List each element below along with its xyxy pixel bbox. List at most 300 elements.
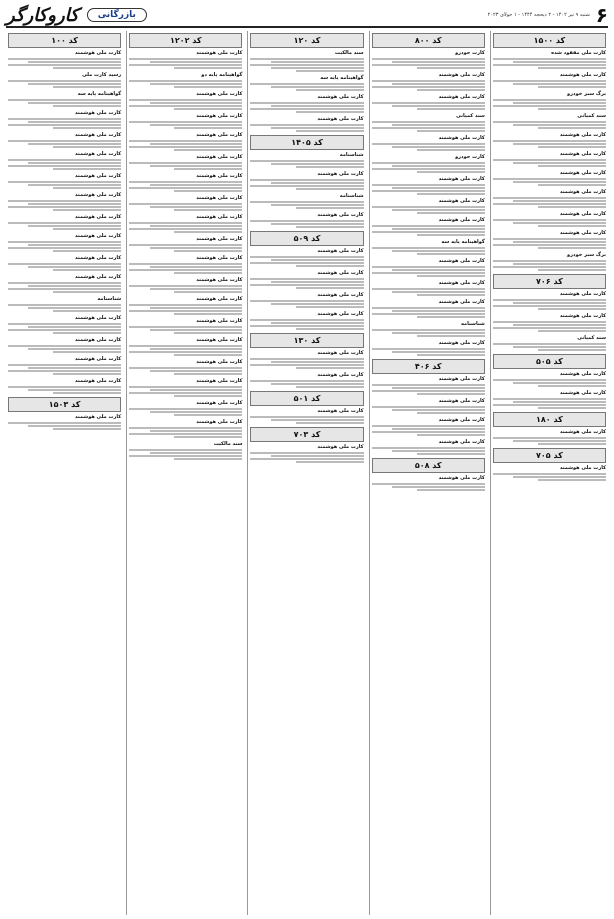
ad-text-line [150, 102, 243, 104]
ad-text-line [150, 61, 243, 63]
ad-text-line [250, 364, 363, 366]
ad-text-line [372, 384, 485, 386]
ad-text-line [372, 225, 485, 227]
ad-text-line [174, 127, 242, 129]
ad-text-line [28, 389, 121, 391]
ad-text-line [392, 387, 485, 389]
ad-text-line [538, 184, 606, 186]
classified-ad [8, 110, 121, 129]
ad-text-line [174, 190, 242, 192]
ad-text-line [372, 64, 485, 66]
ad-text-line [8, 99, 121, 101]
classified-ad [250, 350, 363, 369]
ad-text-line [417, 412, 485, 414]
ad-text-line [129, 433, 242, 435]
ad-text-line [129, 285, 242, 287]
ad-text-line [129, 310, 242, 312]
ad-column [247, 31, 365, 915]
ad-text-line [150, 206, 243, 208]
ad-title: کارت خودرو [455, 50, 485, 56]
ad-text-line [538, 146, 606, 148]
ad-text-line [392, 428, 485, 430]
ad-text-line [129, 181, 242, 183]
ad-title: سند مالکیت [213, 441, 243, 447]
classified-ad [129, 378, 242, 397]
ad-text-line [150, 452, 243, 454]
ad-text-line [53, 269, 121, 271]
code-header: کد ۷۰۳ [250, 427, 363, 442]
code-header: کد ۷۰۶ [493, 274, 606, 289]
code-header: کد ۱۲۰ [250, 33, 363, 48]
ad-text-line [372, 190, 485, 192]
ad-text-line [53, 168, 121, 170]
ad-text-line [8, 304, 121, 306]
ad-text-line [53, 351, 121, 353]
ad-title: کارت ملی هوشمند [438, 417, 485, 423]
ad-title: کارت ملی هوشمند [75, 356, 122, 362]
classified-ad [8, 337, 121, 353]
ad-text-line [8, 165, 121, 167]
ad-text-line [8, 181, 121, 183]
ad-text-line [129, 64, 242, 66]
ad-text-line [271, 127, 364, 129]
ad-text-line [493, 178, 606, 180]
ad-text-line [129, 244, 242, 246]
ad-title: کارت ملی هوشمند [317, 292, 364, 298]
ad-text-line [250, 185, 363, 187]
ad-title: شناسنامه [460, 321, 485, 327]
classified-ad [372, 113, 485, 132]
ad-text-line [28, 102, 121, 104]
ad-text-line [28, 162, 121, 164]
ad-text-line [150, 225, 243, 227]
ad-text-line [372, 86, 485, 88]
ad-text-line [8, 58, 121, 60]
ad-text-line [8, 422, 121, 424]
ad-title: برگ سبز خودرو [567, 91, 606, 97]
ad-text-line [53, 86, 121, 88]
ad-text-line [53, 250, 121, 252]
ad-text-line [250, 102, 363, 104]
ad-title: کارت ملی هوشمند [559, 313, 606, 319]
ad-title: کارت ملی هوشمند [196, 255, 243, 261]
ad-title: برگ سبز خودرو [567, 252, 606, 258]
classified-ad [129, 214, 242, 233]
ad-text-line [129, 386, 242, 388]
ad-text-line [271, 86, 364, 88]
ad-text-line [538, 127, 606, 129]
ad-text-line [296, 386, 364, 388]
ad-text-line [129, 326, 242, 328]
ad-title: کارت ملی هوشمند [317, 311, 364, 317]
ad-column [369, 31, 487, 915]
ad-text-line [8, 288, 121, 290]
ad-text-line [493, 219, 606, 221]
ad-text-line [174, 414, 242, 416]
classified-ad [129, 359, 242, 375]
ad-text-line [271, 105, 364, 107]
ad-text-line [493, 305, 606, 307]
classified-ad [372, 50, 485, 69]
classified-ad [129, 400, 242, 416]
ad-text-line [250, 64, 363, 66]
classified-ad [250, 444, 363, 463]
ad-text-line [271, 361, 364, 363]
ad-text-line [150, 143, 243, 145]
ad-text-line [28, 225, 121, 227]
classified-ad [129, 277, 242, 293]
ad-text-line [174, 250, 242, 252]
ad-text-line [417, 275, 485, 277]
code-header: کد ۱۲۰۲ [129, 33, 242, 48]
ad-text-line [417, 453, 485, 455]
classified-ad [8, 356, 121, 375]
classified-ad [8, 173, 121, 189]
ad-text-line [417, 193, 485, 195]
classified-ad [129, 296, 242, 315]
ad-title: کارت ملی هوشمند [559, 170, 606, 176]
section-logo: بازرگانی [87, 8, 147, 22]
ad-text-line [250, 256, 363, 258]
classified-ad [493, 429, 606, 445]
ad-text-line [250, 452, 363, 454]
ad-text-line [28, 367, 121, 369]
ad-text-line [513, 102, 606, 104]
ad-text-line [372, 272, 485, 274]
classified-ad [250, 193, 363, 209]
classified-ad [493, 371, 606, 387]
ad-text-line [129, 345, 242, 347]
ad-text-line [129, 140, 242, 142]
ad-text-line [538, 443, 606, 445]
ad-text-line [296, 265, 364, 267]
classified-ad [250, 248, 363, 267]
classified-ad [8, 414, 121, 430]
ad-text-line [513, 401, 606, 403]
ad-text-line [28, 307, 121, 309]
ad-text-line [296, 166, 364, 168]
ad-text-line [129, 58, 242, 60]
ad-text-line [271, 322, 364, 324]
ad-text-line [150, 307, 243, 309]
ad-text-line [372, 247, 485, 249]
ad-text-line [129, 455, 242, 457]
classified-ad [372, 280, 485, 296]
ad-text-line [129, 222, 242, 224]
ad-text-line [417, 171, 485, 173]
ad-text-line [250, 300, 363, 302]
ad-text-line [296, 461, 364, 463]
ad-text-line [53, 428, 121, 430]
ad-text-line [513, 143, 606, 145]
classified-ad [8, 233, 121, 252]
ad-text-line [8, 124, 121, 126]
ad-title: کارت ملی هوشمند [196, 236, 243, 242]
ad-text-line [150, 430, 243, 432]
ad-text-line [493, 379, 606, 381]
ad-text-line [53, 67, 121, 69]
ad-title: کارت ملی هوشمند [75, 214, 122, 220]
classified-ad [372, 475, 485, 491]
ad-title: کارت ملی هوشمند [438, 376, 485, 382]
ad-text-line [28, 285, 121, 287]
ad-text-line [250, 108, 363, 110]
ad-text-line [513, 302, 606, 304]
ad-text-line [392, 61, 485, 63]
ad-text-line [392, 486, 485, 488]
classified-ad [129, 441, 242, 460]
ad-text-line [513, 83, 606, 85]
ad-title: کارت ملی هوشمند [75, 315, 122, 321]
classified-ad [250, 171, 363, 190]
classified-ad [372, 417, 485, 436]
ad-text-line [417, 212, 485, 214]
ad-text-line [296, 287, 364, 289]
ad-title: کارت ملی هوشمند [559, 151, 606, 157]
ad-text-line [538, 479, 606, 481]
ad-text-line [250, 319, 363, 321]
code-header: کد ۱۰۰ [8, 33, 121, 48]
page-number: ۶ [595, 3, 608, 27]
ad-title: کارت ملی هوشمند [559, 291, 606, 297]
ad-text-line [174, 458, 242, 460]
ad-title: کارت ملی هوشمند [196, 296, 243, 302]
ad-title: رسید کارت ملی [82, 72, 122, 78]
classified-ad [129, 255, 242, 274]
ad-title: سند کمپانی [577, 335, 606, 341]
ad-text-line [493, 140, 606, 142]
ad-text-line [174, 436, 242, 438]
ad-title: کارت ملی هوشمند [559, 132, 606, 138]
ad-title: گواهینامه پایه سه [320, 75, 364, 81]
ad-text-line [417, 253, 485, 255]
ad-title: کارت ملی هوشمند [75, 233, 122, 239]
ad-text-line [538, 247, 606, 249]
ad-text-line [372, 425, 485, 427]
ad-title: کارت ملی هوشمند [317, 212, 364, 218]
ad-text-line [513, 124, 606, 126]
ad-text-line [250, 83, 363, 85]
ad-text-line [174, 291, 242, 293]
ad-text-line [250, 124, 363, 126]
ad-text-line [150, 370, 243, 372]
ad-text-line [8, 263, 121, 265]
classified-ad [372, 299, 485, 318]
ad-text-line [538, 349, 606, 351]
ad-title: کارت ملی هوشمند [317, 372, 364, 378]
ad-text-line [493, 99, 606, 101]
ad-title: شناسنامه [339, 193, 364, 199]
ad-text-line [174, 86, 242, 88]
ad-text-line [513, 241, 606, 243]
ad-title: کارت ملی هوشمند [196, 50, 243, 56]
classified-ad [493, 91, 606, 110]
ad-text-line [372, 447, 485, 449]
classified-ad [372, 439, 485, 455]
ad-text-line [8, 329, 121, 331]
ad-text-line [250, 201, 363, 203]
classified-ad [493, 189, 606, 208]
ad-text-line [53, 209, 121, 211]
ad-text-line [493, 321, 606, 323]
ad-title: کارت ملی هوشمند [438, 94, 485, 100]
ad-text-line [417, 434, 485, 436]
ad-title: کارت ملی هوشمند [317, 350, 364, 356]
ad-title: کارت ملی هوشمند [196, 318, 243, 324]
ad-title: کارت ملی هوشمند [559, 211, 606, 217]
ad-text-line [129, 121, 242, 123]
code-header: کد ۵۰۱ [250, 391, 363, 406]
ad-text-line [250, 58, 363, 60]
classified-ad [372, 239, 485, 255]
ad-title: کارت ملی مفقود شده [551, 50, 606, 56]
ad-text-line [538, 86, 606, 88]
ad-text-line [513, 200, 606, 202]
ad-text-line [174, 209, 242, 211]
ad-text-line [513, 476, 606, 478]
ad-title: کارت ملی هوشمند [317, 270, 364, 276]
ad-title: سند مالکیت [334, 50, 364, 56]
classified-ad [250, 408, 363, 424]
ad-text-line [296, 70, 364, 72]
classified-ad [8, 255, 121, 271]
ad-text-line [417, 67, 485, 69]
ad-text-line [250, 458, 363, 460]
classified-ad [250, 212, 363, 228]
ad-text-line [493, 58, 606, 60]
ad-text-line [271, 223, 364, 225]
ad-text-line [150, 329, 243, 331]
ad-text-line [513, 61, 606, 63]
ad-title: کارت ملی هوشمند [75, 378, 122, 384]
ad-text-line [372, 102, 485, 104]
classified-ad [493, 313, 606, 332]
ad-title: سند کمپانی [456, 113, 485, 119]
ad-text-line [28, 121, 121, 123]
classified-ad [493, 390, 606, 409]
classified-ad [129, 173, 242, 192]
code-header: کد ۴۰۶ [372, 359, 485, 374]
ad-title: کارت ملی هوشمند [438, 258, 485, 264]
ad-title: کارت ملی هوشمند [438, 176, 485, 182]
ad-text-line [493, 244, 606, 246]
ad-text-line [372, 121, 485, 123]
ad-text-line [129, 269, 242, 271]
ad-text-line [129, 427, 242, 429]
ad-text-line [392, 291, 485, 293]
ad-text-line [250, 284, 363, 286]
ad-text-line [174, 272, 242, 274]
ad-text-line [493, 80, 606, 82]
classified-ad [372, 376, 485, 395]
ad-text-line [129, 351, 242, 353]
ad-text-line [150, 83, 243, 85]
section-brand: کاروکارگر [6, 4, 79, 26]
classified-ad [372, 135, 485, 151]
ad-text-line [53, 228, 121, 230]
classified-ad [129, 154, 242, 170]
ad-text-line [271, 163, 364, 165]
classified-ad [493, 151, 606, 167]
ad-title: کارت ملی هوشمند [196, 91, 243, 97]
ad-text-line [417, 294, 485, 296]
ad-text-line [417, 89, 485, 91]
ad-text-line [493, 404, 606, 406]
classified-ad [493, 230, 606, 249]
ad-title: کارت ملی هوشمند [75, 50, 122, 56]
ad-text-line [8, 323, 121, 325]
ad-text-line [8, 200, 121, 202]
ad-text-line [296, 422, 364, 424]
ad-text-line [392, 146, 485, 148]
ad-text-line [53, 187, 121, 189]
ad-text-line [8, 386, 121, 388]
ad-title: کارت ملی هوشمند [438, 340, 485, 346]
ad-text-line [8, 206, 121, 208]
ad-title: کارت ملی هوشمند [75, 173, 122, 179]
classified-ad [250, 372, 363, 388]
ad-text-line [174, 168, 242, 170]
ad-text-line [28, 326, 121, 328]
ad-title: کارت ملی هوشمند [196, 132, 243, 138]
ad-text-line [250, 325, 363, 327]
ad-text-line [129, 187, 242, 189]
ad-text-line [538, 330, 606, 332]
classified-ad [372, 154, 485, 173]
ad-text-line [8, 247, 121, 249]
ad-title: کارت ملی هوشمند [75, 192, 122, 198]
ad-text-line [392, 409, 485, 411]
ad-text-line [392, 351, 485, 353]
ad-text-line [513, 263, 606, 265]
ad-title: کارت ملی هوشمند [196, 337, 243, 343]
classified-ad [129, 318, 242, 334]
classified-ad [129, 72, 242, 88]
code-header: کد ۵۰۹ [250, 231, 363, 246]
classified-ad [493, 335, 606, 351]
ad-text-line [150, 124, 243, 126]
ad-text-line [271, 67, 364, 69]
ad-title: کارت ملی هوشمند [196, 277, 243, 283]
ad-title: کارت ملی هوشمند [196, 154, 243, 160]
classified-ad [493, 252, 606, 271]
classified-ad [372, 398, 485, 414]
classified-ad [8, 72, 121, 88]
ad-title: کارت ملی هوشمند [196, 400, 243, 406]
classified-ad [8, 378, 121, 394]
ad-text-line [129, 146, 242, 148]
code-header: کد ۸۰۰ [372, 33, 485, 48]
ad-text-line [271, 281, 364, 283]
ad-text-line [150, 288, 243, 290]
ad-text-line [493, 343, 606, 345]
ad-text-line [493, 64, 606, 66]
classified-ad [8, 50, 121, 69]
code-header: کد ۱۵۰۳ [8, 397, 121, 412]
ad-text-line [129, 105, 242, 107]
ad-text-line [372, 348, 485, 350]
ad-text-line [493, 266, 606, 268]
ad-title: کارت ملی هوشمند [438, 475, 485, 481]
ad-text-line [28, 348, 121, 350]
ad-text-line [493, 121, 606, 123]
ad-text-line [417, 108, 485, 110]
ad-text-line [493, 437, 606, 439]
ad-text-line [53, 392, 121, 394]
classified-ad [129, 337, 242, 356]
ad-text-line [271, 61, 364, 63]
ad-text-line [372, 390, 485, 392]
